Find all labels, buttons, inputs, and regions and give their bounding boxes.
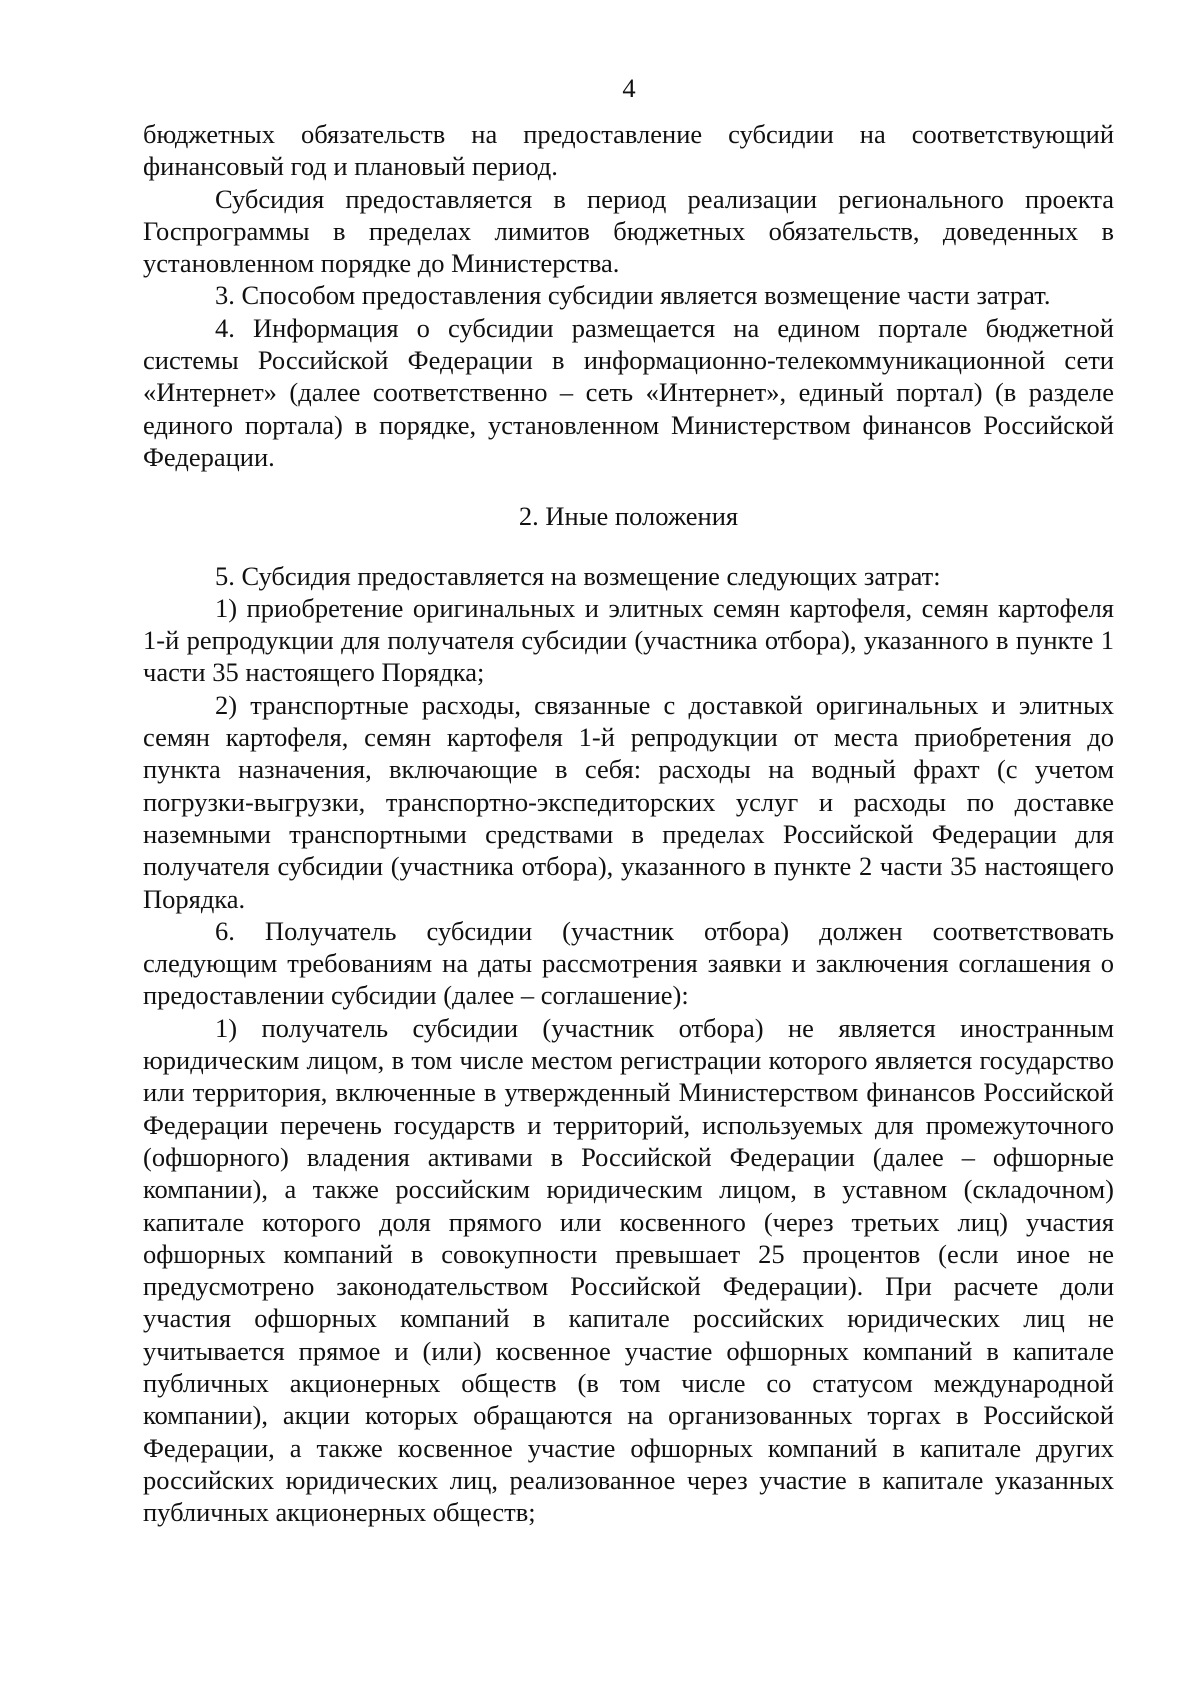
paragraph-item-6-1: 1) получатель субсидии (участник отбора) не является иностранным юридическим лицом, в том числе местом регистрации которого является государство или территория, включенные в утвержденный Министерством финансов Российской Федерации перечень государств и территорий, используемых для промежуточного (офшорного) владения активами в Российской Федерации (далее – офшорные компании), а также российским юридическим лицом, в уставном (складочном) капитале которого доля прямого или косвенного (через третьих лиц) участия офшорных компаний в совокупности превышает 25 процентов (если иное не предусмотрено законодательством Российской Федерации). При расчете доли участия офшорных компаний в капитале российских юридических лиц не учитывается прямое и (или) косвенное участие офшорных компаний в капитале публичных акционерных обществ (в том числе со статусом международной компании), акции которых обращаются на организованных торгах в Российской Федерации, а также косвенное участие офшорных компаний в капитале других российских юридических лиц, реализованное через участие в капитале указанных публичных акционерных обществ; (143, 1012, 1114, 1528)
paragraph-subsidy-period: Субсидия предоставляется в период реализации регионального проекта Госпрограммы в пределах лимитов бюджетных обязательств, доведенных в установленном порядке до Министерства. (143, 183, 1114, 279)
page-number: 4 (622, 73, 636, 103)
paragraph-item-4: 4. Информация о субсидии размещается на едином портале бюджетной системы Российской Федерации в информационно-телекоммуникационной сети «Интернет» (далее соответственно – сеть «Интернет», единый портал) (в разделе единого портала) в порядке, установленном Министерством финансов Российской Федерации. (143, 312, 1114, 472)
paragraph-continuation: бюджетных обязательств на предоставление субсидии на соответствующий финансовый год и плановый период. (143, 119, 1114, 182)
document-body (143, 118, 1114, 1528)
paragraph-item-6: 6. Получатель субсидии (участник отбора) должен соответствовать следующим требованиям на даты рассмотрения заявки и заключения соглашения о предоставлении субсидии (далее – соглашение): (143, 915, 1114, 1011)
paragraph-item-3: 3. Способом предоставления субсидии является возмещение части затрат. (215, 280, 1051, 311)
paragraph-item-5: 5. Субсидия предоставляется на возмещение следующих затрат: (215, 560, 941, 591)
section-heading: 2. Иные положения (518, 501, 739, 532)
paragraph-item-5-2: 2) транспортные расходы, связанные с доставкой оригинальных и элитных семян картофеля, семян картофеля 1-й репродукции от места приобретения до пункта назначения, включающие в себя: расходы на водный фрахт (с учетом погрузки-выгрузки, транспортно-экспедиторских услуг и расходы по доставке наземными транспортными средствами в пределах Российской Федерации для получателя субсидии (участника отбора), указанного в пункте 2 части 35 настоящего Порядка. (143, 689, 1114, 914)
paragraph-item-5-1: 1) приобретение оригинальных и элитных семян картофеля, семян картофеля 1-й репродукции для получателя субсидии (участника отбора), указанного в пункте 1 части 35 настоящего Порядка; (143, 592, 1114, 688)
